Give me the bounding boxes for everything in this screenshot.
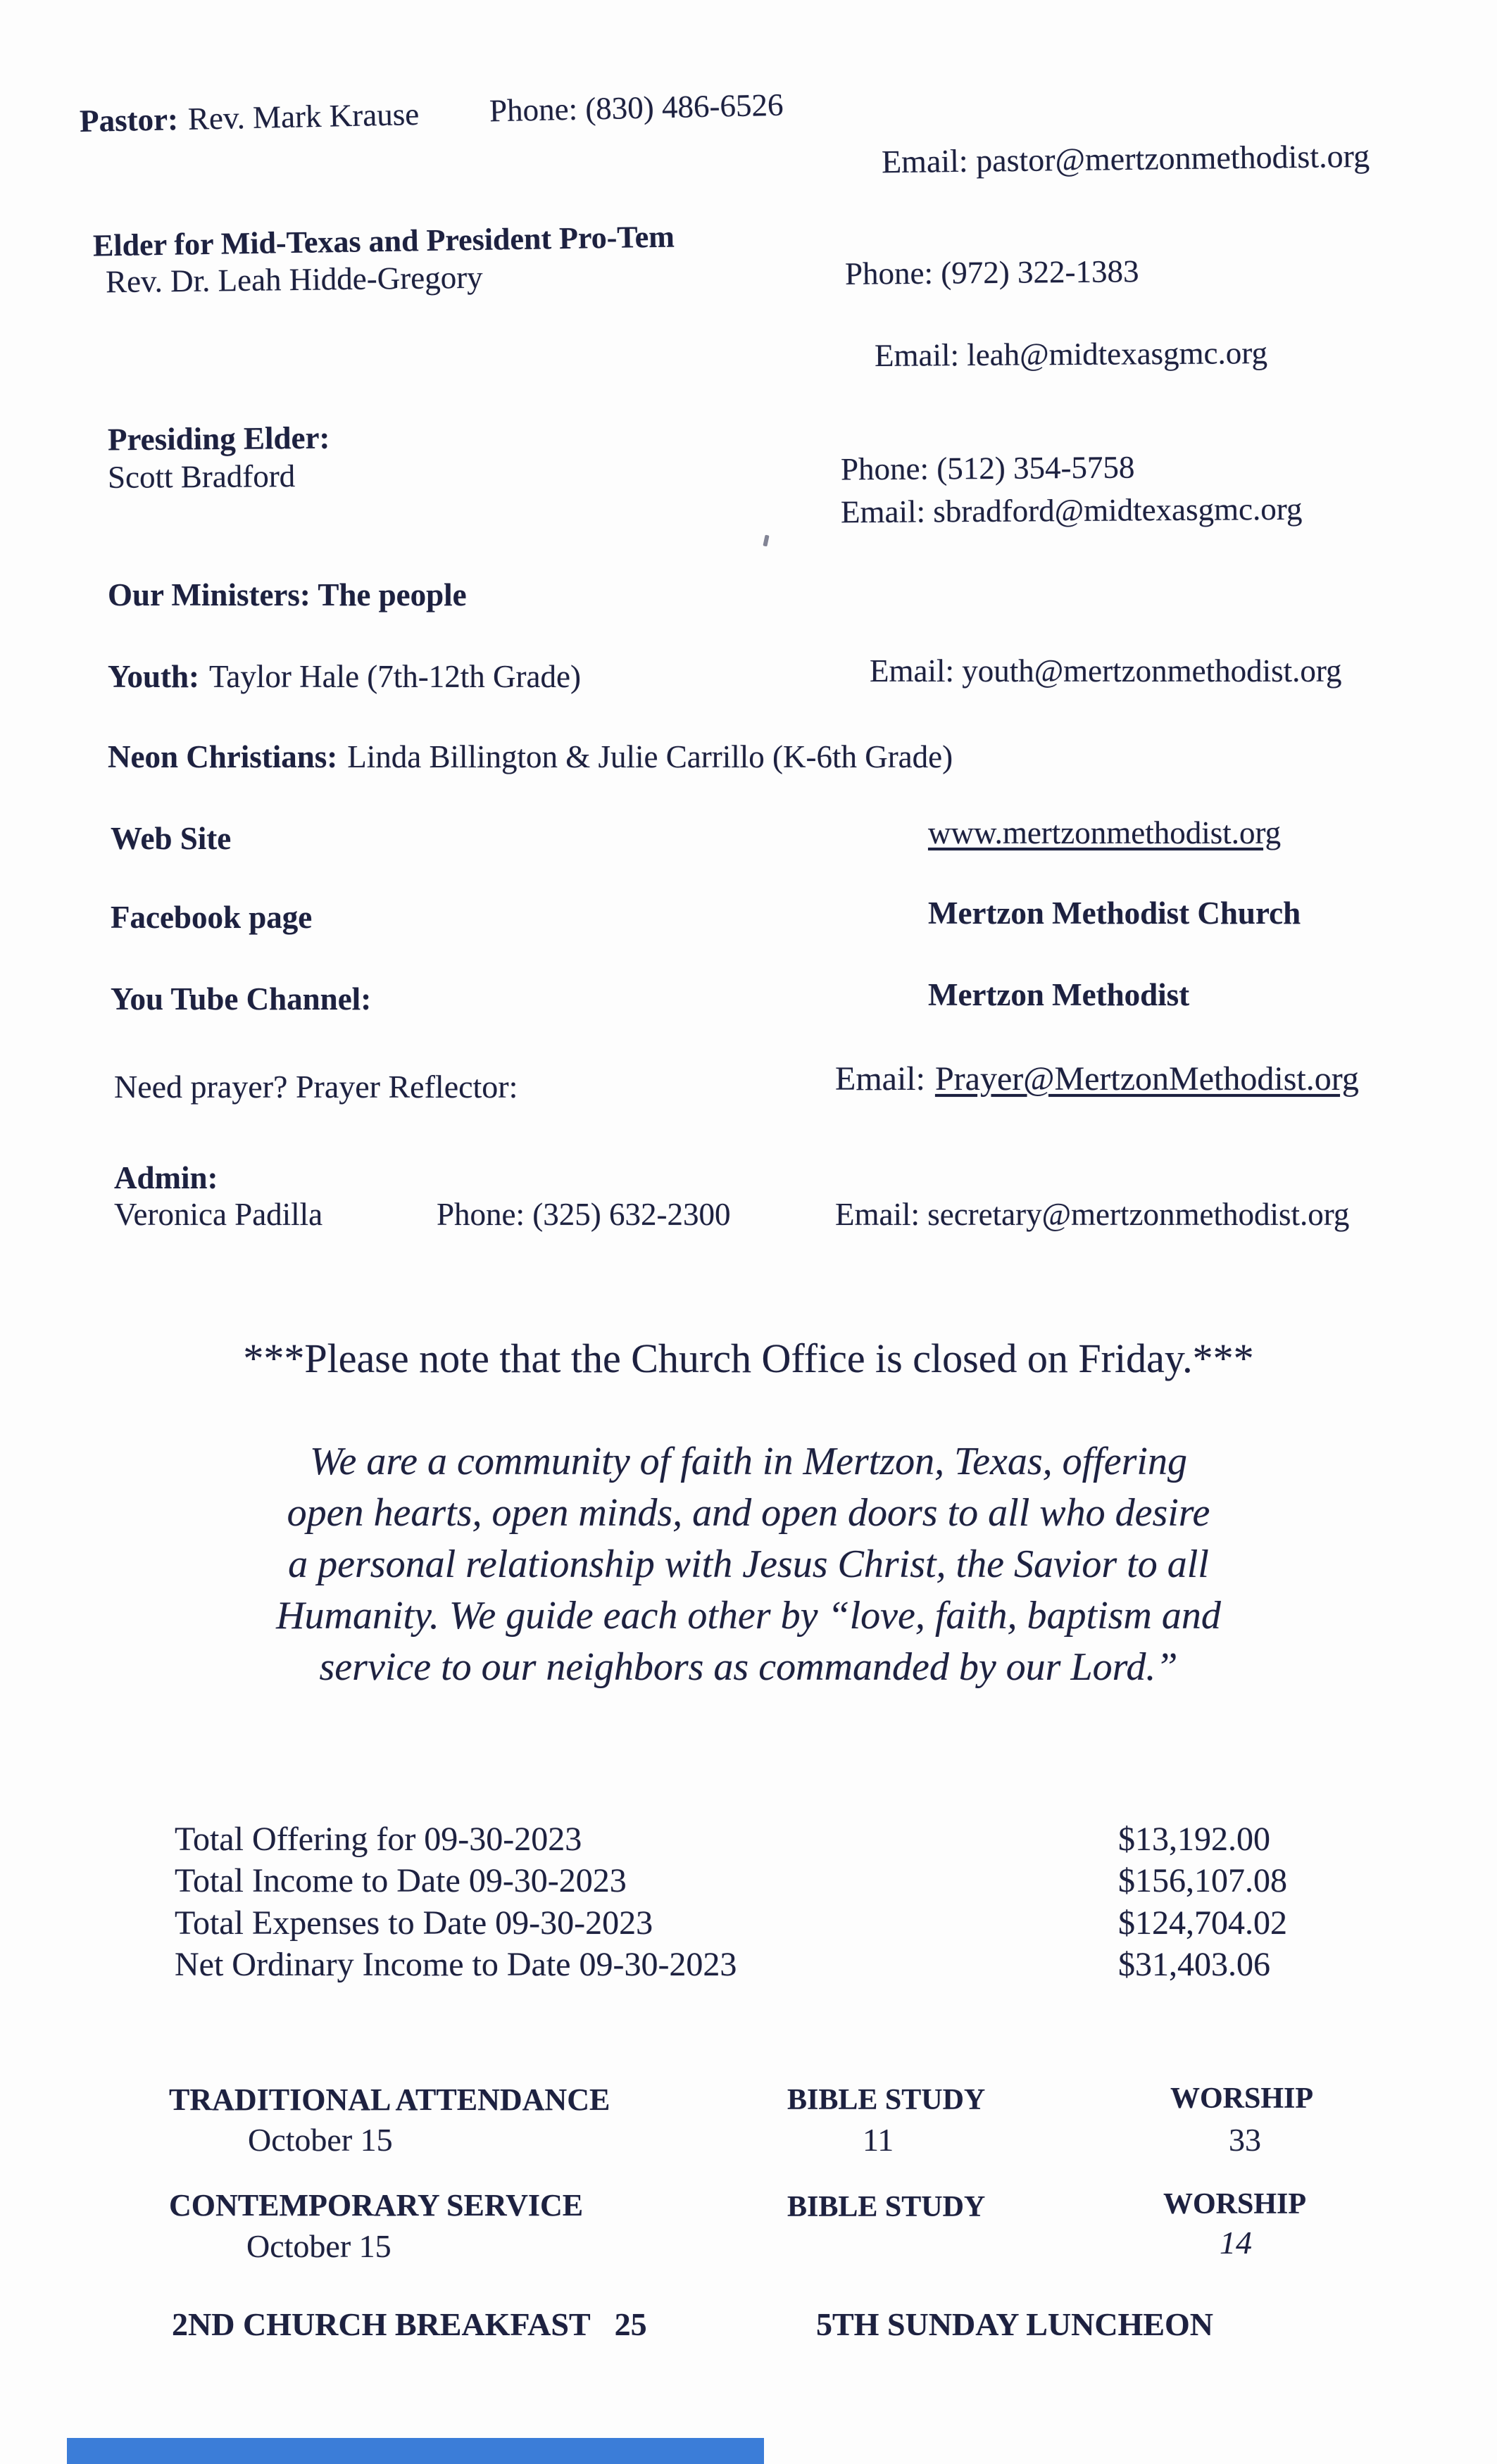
mission-line-5: service to our neighbors as commanded by our Lord.” bbox=[319, 1645, 1178, 1689]
elder-email: Email: leah@midtexasgmc.org bbox=[874, 335, 1268, 373]
mission-line-4: Humanity. We guide each other by “love, faith, baptism and bbox=[276, 1594, 1221, 1638]
youth-email: Email: youth@mertzonmethodist.org bbox=[870, 653, 1342, 689]
financial-row-label: Net Ordinary Income to Date 09-30-2023 bbox=[175, 1946, 737, 1983]
neon-christians-label: Neon Christians: bbox=[108, 739, 338, 774]
neon-christians-names: Linda Billington & Julie Carrillo (K-6th Grade) bbox=[347, 739, 953, 774]
financial-row-label: Total Expenses to Date 09-30-2023 bbox=[175, 1904, 653, 1942]
admin-phone: Phone: (325) 632-2300 bbox=[437, 1197, 731, 1232]
elder-name: Rev. Dr. Leah Hidde-Gregory bbox=[105, 259, 483, 300]
prayer-email-label: Email: bbox=[835, 1060, 925, 1098]
ministers-heading: Our Ministers: The people bbox=[108, 577, 467, 612]
admin-name: Veronica Padilla bbox=[114, 1197, 323, 1232]
traditional-attendance-title: TRADITIONAL ATTENDANCE bbox=[169, 2082, 610, 2117]
presiding-elder-phone: Phone: (512) 354-5758 bbox=[840, 449, 1135, 487]
contemporary-bible-study-header: BIBLE STUDY bbox=[787, 2191, 986, 2223]
office-closed-notice: ***Please note that the Church Office is closed on Friday.*** bbox=[243, 1335, 1254, 1381]
traditional-bible-study-header: BIBLE STUDY bbox=[787, 2084, 986, 2116]
pastor-name: Rev. Mark Krause bbox=[187, 96, 420, 137]
traditional-date: October 15 bbox=[248, 2122, 393, 2158]
contemporary-worship-count: 14 bbox=[1220, 2225, 1252, 2261]
financial-row-label: Total Offering for 09-30-2023 bbox=[175, 1821, 582, 1858]
mission-line-1: We are a community of faith in Mertzon, Texas, offering bbox=[310, 1440, 1187, 1483]
contemporary-date: October 15 bbox=[246, 2228, 392, 2264]
youth-line bbox=[108, 659, 581, 694]
traditional-bible-study-count: 11 bbox=[863, 2122, 894, 2158]
financial-row-amount: $13,192.00 bbox=[1118, 1821, 1270, 1858]
youtube-channel-name: Mertzon Methodist bbox=[928, 977, 1190, 1012]
prayer-label: Need prayer? Prayer Reflector: bbox=[114, 1069, 518, 1105]
pastor-email: Email: pastor@mertzonmethodist.org bbox=[881, 137, 1370, 180]
youth-label: Youth: bbox=[108, 659, 200, 694]
sunday-luncheon-label: 5TH SUNDAY LUNCHEON bbox=[816, 2306, 1214, 2342]
contemporary-worship-header: WORSHIP bbox=[1163, 2188, 1307, 2220]
prayer-email-link[interactable]: Prayer@MertzonMethodist.org bbox=[934, 1060, 1359, 1098]
admin-email: Email: secretary@mertzonmethodist.org bbox=[835, 1197, 1350, 1232]
traditional-worship-count: 33 bbox=[1229, 2122, 1261, 2158]
youth-name: Taylor Hale (7th-12th Grade) bbox=[209, 659, 581, 694]
mission-line-2: open hearts, open minds, and open doors to all who desire bbox=[287, 1491, 1210, 1535]
facebook-label: Facebook page bbox=[111, 900, 313, 935]
contemporary-service-title: CONTEMPORARY SERVICE bbox=[169, 2188, 584, 2223]
neon-christians-line bbox=[108, 739, 953, 774]
traditional-worship-header: WORSHIP bbox=[1170, 2082, 1314, 2115]
presiding-elder-name: Scott Bradford bbox=[107, 458, 296, 495]
financial-row-amount: $31,403.06 bbox=[1118, 1946, 1270, 1983]
presiding-elder-heading: Presiding Elder: bbox=[107, 420, 330, 458]
church-breakfast-line bbox=[172, 2306, 647, 2343]
website-label: Web Site bbox=[111, 821, 232, 856]
elder-phone: Phone: (972) 322-1383 bbox=[844, 253, 1139, 291]
pastor-line bbox=[80, 96, 420, 139]
bottom-accent-bar bbox=[67, 2438, 764, 2464]
church-breakfast-label: 2ND CHURCH BREAKFAST bbox=[172, 2306, 591, 2342]
youtube-label: You Tube Channel: bbox=[111, 981, 372, 1017]
financial-row-label: Total Income to Date 09-30-2023 bbox=[175, 1862, 627, 1899]
mission-line-3: a personal relationship with Jesus Christ, the Savior to all bbox=[288, 1542, 1209, 1586]
prayer-email-line bbox=[835, 1060, 1359, 1098]
financial-row-amount: $124,704.02 bbox=[1118, 1904, 1287, 1942]
presiding-elder-email: Email: sbradford@midtexasgmc.org bbox=[840, 491, 1303, 530]
pastor-label: Pastor: bbox=[79, 101, 179, 139]
mission-statement bbox=[150, 1436, 1347, 1693]
church-breakfast-count: 25 bbox=[614, 2306, 647, 2342]
pastor-phone: Phone: (830) 486-6526 bbox=[489, 87, 784, 129]
website-link[interactable]: www.mertzonmethodist.org bbox=[928, 815, 1282, 850]
financial-row-amount: $156,107.08 bbox=[1118, 1862, 1287, 1899]
scan-speck bbox=[763, 535, 769, 547]
admin-heading: Admin: bbox=[114, 1160, 218, 1195]
elder-heading: Elder for Mid-Texas and President Pro-Tem bbox=[92, 219, 675, 263]
facebook-page-name: Mertzon Methodist Church bbox=[928, 895, 1301, 931]
